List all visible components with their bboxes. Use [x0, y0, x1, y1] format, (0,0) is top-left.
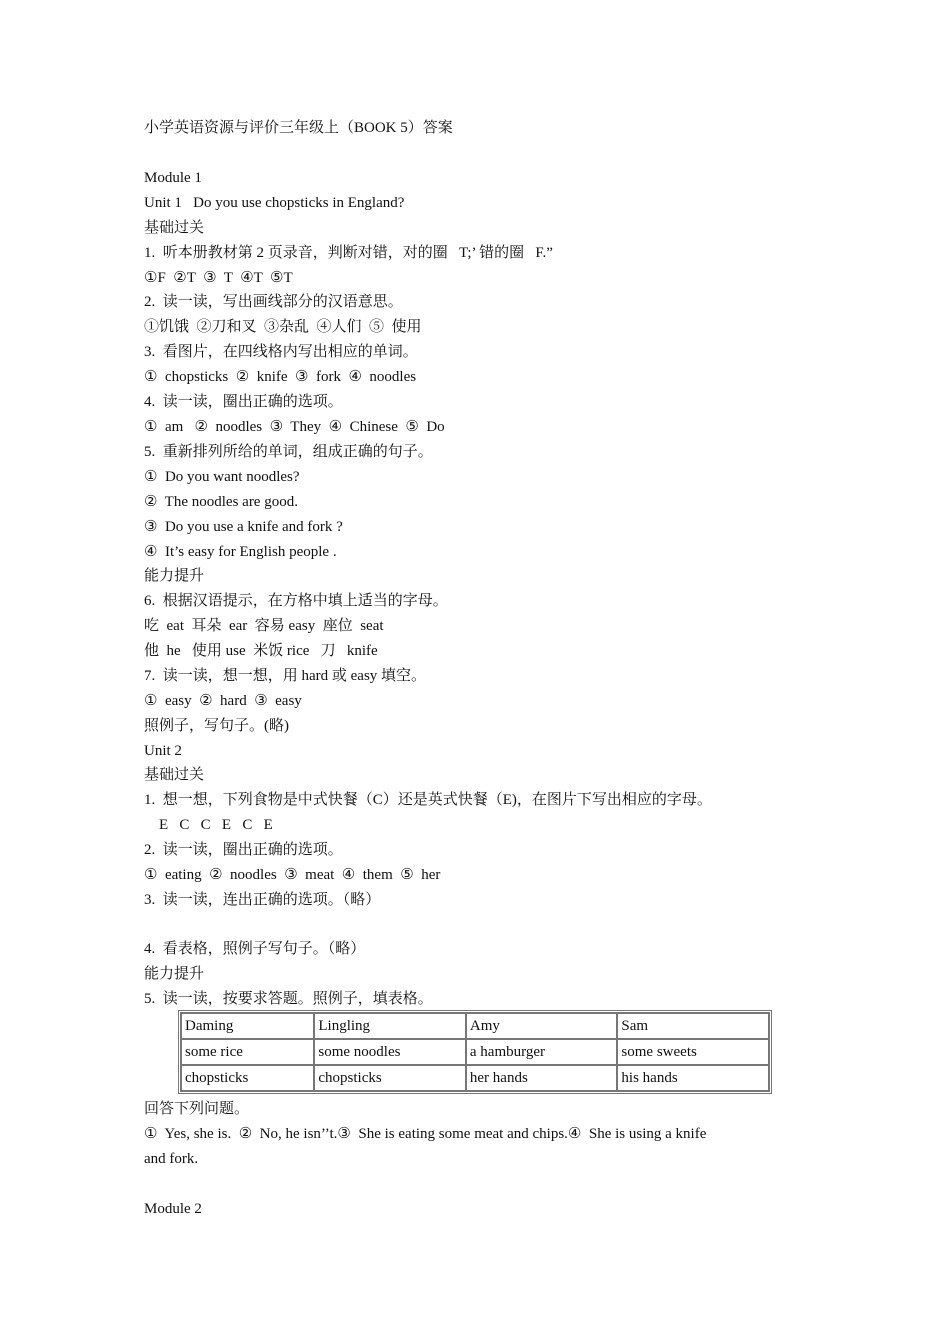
table-cell: a hamburger [466, 1039, 618, 1065]
table-row [181, 1065, 769, 1091]
section-heading: 基础过关 [144, 767, 205, 783]
section-heading: 能力提升 [144, 568, 205, 584]
doc-title: 小学英语资源与评价三年级上（BOOK 5）答案 [144, 120, 453, 136]
section-heading: 回答下列问题。 [144, 1101, 250, 1117]
question-text: 4. 看表格，照例子写句子。（略） [144, 941, 366, 957]
question-text: 7. 读一读，想一想，用 hard 或 easy 填空。 [144, 668, 427, 684]
unit-heading: Unit 1 Do you use chopsticks in England? [144, 195, 405, 211]
question-text: 3. 读一读，连出正确的选项。（略） [144, 892, 381, 908]
section-heading: 能力提升 [144, 966, 205, 982]
answer-text: ①饥饿 ②刀和叉 ③杂乱 ④人们 ⑤ 使用 [144, 319, 422, 335]
table-cell: Amy [466, 1013, 618, 1039]
question-text: 2. 读一读，写出画线部分的汉语意思。 [144, 294, 403, 310]
question-text: 4. 读一读，圈出正确的选项。 [144, 394, 343, 410]
section-heading: 基础过关 [144, 220, 205, 236]
table-cell: chopsticks [181, 1065, 314, 1091]
table-cell: Sam [617, 1013, 769, 1039]
table-cell: some noodles [314, 1039, 466, 1065]
table-cell: Daming [181, 1013, 314, 1039]
answer-text: and fork. [144, 1151, 199, 1167]
module-heading: Module 2 [144, 1201, 202, 1217]
table-cell: her hands [466, 1065, 618, 1091]
answer-text: ① easy ② hard ③ easy [144, 693, 302, 709]
answer-table [178, 1010, 772, 1094]
unit-heading: Unit 2 [144, 743, 182, 759]
answer-text: E C C E C E [144, 817, 273, 833]
answer-text: ① Yes, she is. ② No, he isn’’t.③ She is eating some meat and chips.④ She is using a knife [144, 1126, 707, 1142]
question-text: 2. 读一读，圈出正确的选项。 [144, 842, 343, 858]
answer-text: ①F ②T ③ T ④T ⑤T [144, 270, 293, 286]
table-cell: some rice [181, 1039, 314, 1065]
note-text: 照例子，写句子。(略) [144, 718, 289, 734]
table-cell: Lingling [314, 1013, 466, 1039]
answer-text: ① am ② noodles ③ They ④ Chinese ⑤ Do [144, 419, 445, 435]
answer-text: ① chopsticks ② knife ③ fork ④ noodles [144, 369, 417, 385]
table-cell: his hands [617, 1065, 769, 1091]
answer-text: 他 he 使用 use 米饭 rice 刀 knife [144, 643, 378, 659]
answer-text: ① eating ② noodles ③ meat ④ them ⑤ her [144, 867, 441, 883]
answer-text: ② The noodles are good. [144, 494, 298, 510]
table-row [181, 1013, 769, 1039]
table-row [181, 1039, 769, 1065]
question-text: 5. 重新排列所给的单词，组成正确的句子。 [144, 444, 433, 460]
table-cell: chopsticks [314, 1065, 466, 1091]
answer-text: ③ Do you use a knife and fork ? [144, 519, 343, 535]
question-text: 1. 想一想，下列食物是中式快餐（C）还是英式快餐（E)，在图片下写出相应的字母。 [144, 792, 712, 808]
question-text: 6. 根据汉语提示，在方格中填上适当的字母。 [144, 593, 448, 609]
question-text: 1. 听本册教材第 2 页录音，判断对错，对的圈 T;’ 错的圈 F.” [144, 245, 553, 261]
answer-text: ① Do you want noodles? [144, 469, 300, 485]
answer-text: 吃 eat 耳朵 ear 容易 easy 座位 seat [144, 618, 384, 634]
question-text: 3. 看图片，在四线格内写出相应的单词。 [144, 344, 418, 360]
module-heading: Module 1 [144, 170, 202, 186]
answer-text: ④ It’s easy for English people . [144, 544, 337, 560]
question-text: 5. 读一读，按要求答题。照例子，填表格。 [144, 991, 433, 1007]
table-cell: some sweets [617, 1039, 769, 1065]
